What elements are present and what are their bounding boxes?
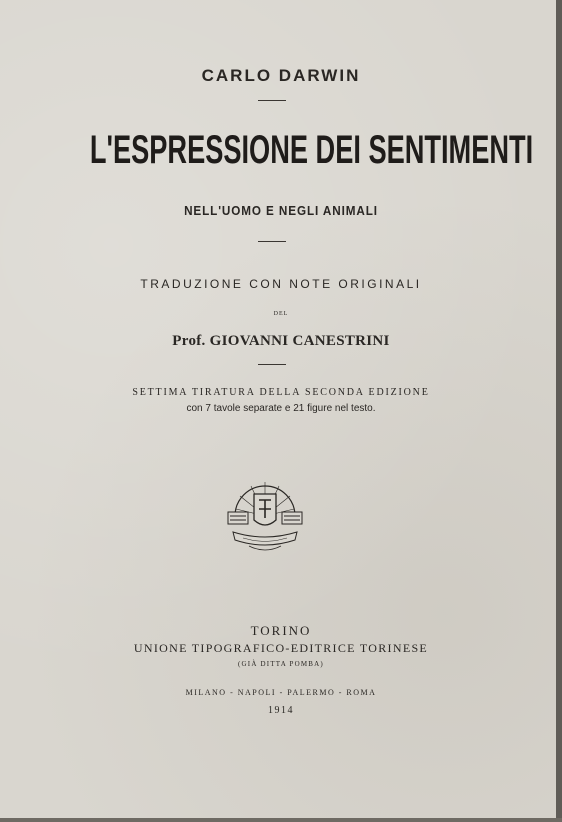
translator-name: Prof. GIOVANNI CANESTRINI [172,333,390,349]
publisher-former-name: (GIÀ DITTA POMBA) [238,660,324,668]
divider-rule [258,241,286,242]
by-label: DEL [273,311,289,317]
author-name: CARLO DARWIN [201,66,361,85]
publisher-name: UNIONE TIPOGRAFICO-EDITRICE TORINESE [133,641,429,655]
book-title: L'ESPRESSIONE DEI SENTIMENTI [89,128,534,172]
publisher-emblem-icon [221,472,309,560]
page-edge-shadow [0,818,562,822]
divider-rule [258,364,286,365]
plates-line: con 7 tavole separate e 21 figure nel testo. [186,403,376,414]
book-subtitle: NELL'UOMO E NEGLI ANIMALI [184,203,378,218]
page-edge-shadow [556,0,562,822]
publication-year: 1914 [268,705,294,716]
divider-rule [258,100,286,101]
translation-note: TRADUZIONE CON NOTE ORIGINALI [140,277,422,291]
edition-line: SETTIMA TIRATURA DELLA SECONDA EDIZIONE [132,387,430,398]
publisher-city: TORINO [250,623,312,638]
publisher-cities: MILANO - NAPOLI - PALERMO - ROMA [185,688,377,697]
